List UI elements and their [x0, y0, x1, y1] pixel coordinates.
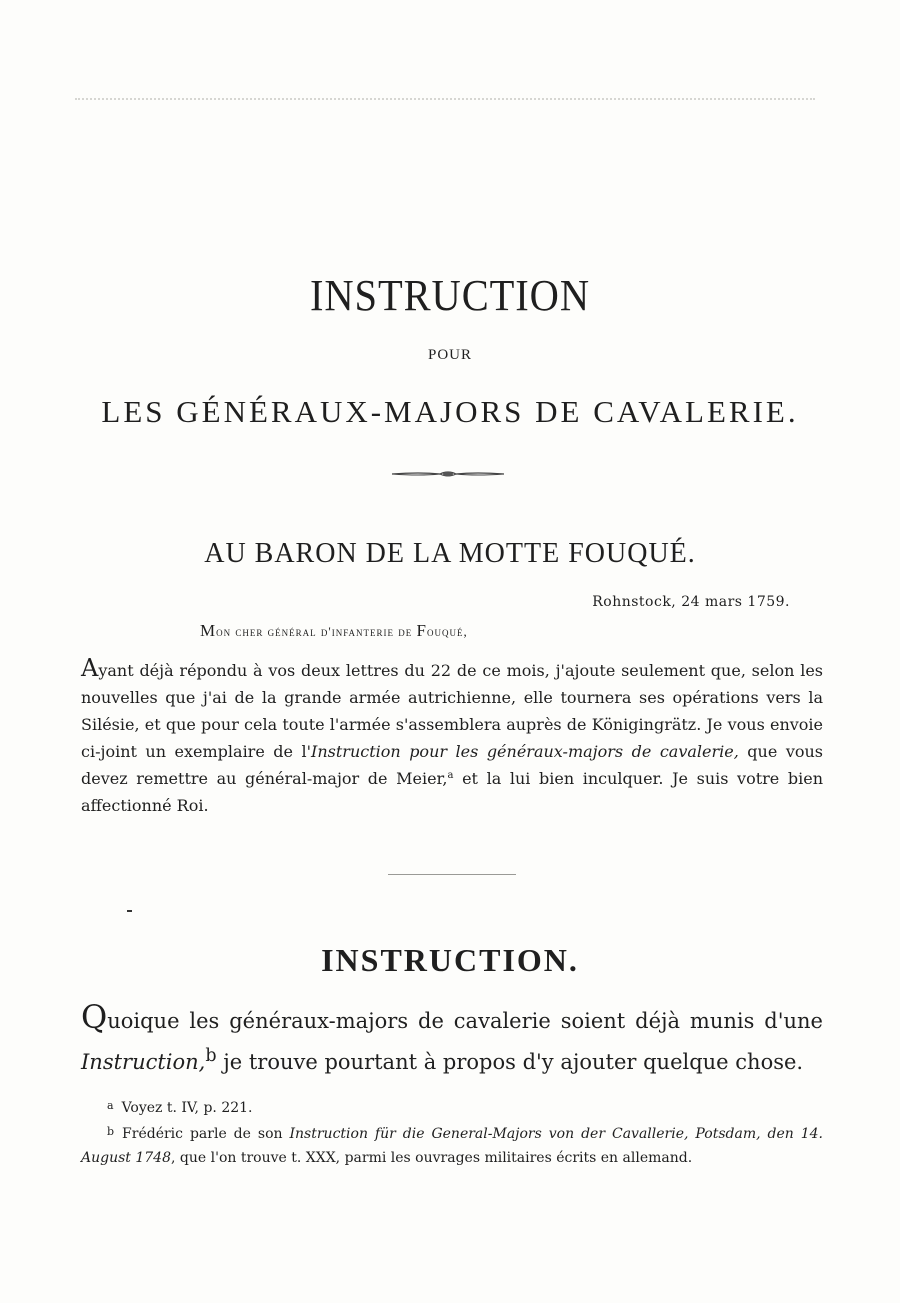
letter-dateline: Rohnstock, 24 mars 1759. [592, 594, 790, 610]
footnote-ref-a[interactable]: a [447, 770, 454, 781]
letter-text-part2: que vous devez remettre au général-major de Meier, [81, 742, 824, 788]
top-dotted-rule [75, 98, 815, 100]
salutation-name-initial: F [416, 621, 428, 640]
instruction-line1-text: uoique les généraux-majors de cavalerie soient déjà munis d'une [107, 1009, 823, 1033]
letter-heading: AU BARON DE LA MOTTE FOUQUÉ. [204, 538, 696, 569]
salutation-text: on cher général d'infanterie de [216, 624, 417, 639]
footnote-b-italic: Instruction für die General-Majors von der Cavallerie, Potsdam, den 14. August 1748 [81, 1126, 823, 1166]
footnotes [81, 1094, 823, 1170]
footnote-a [81, 1094, 823, 1120]
footnote-a-mark: a [107, 1099, 114, 1112]
letter-text-part1: yant déjà répondu à vos deux lettres du 22 de ce mois, j'ajoute seulement que, selon les nouvelles que j'ai de la grande armée autrichienne, elle tournera ses opérations vers la Silésie, et que pour cela toute l'armée s'assemblera auprès de Königingrätz. Je vous envoie ci-joint un exemplaire de l' [81, 661, 823, 761]
footnote-b-text2: , que l'on trouve t. XXX, parmi les ouvrages militaires écrits en allemand. [171, 1150, 693, 1166]
letter-body [81, 655, 823, 819]
title-connector: POUR [427, 347, 472, 363]
letter-text-part3: et la lui bien inculquer. Je suis votre bien affectionné Roi. [81, 769, 823, 815]
instruction-line2-italic: Instruction, [81, 1050, 206, 1074]
page-subtitle: LES GÉNÉRAUX-MAJORS DE CAVALERIE. [101, 394, 799, 429]
instruction-line2-text: je trouve pourtant à propos d'y ajouter quelque chose. [216, 1050, 804, 1074]
letter-drop-initial: A [81, 654, 99, 682]
footnote-b [81, 1120, 823, 1170]
instruction-line-2 [81, 1039, 823, 1079]
instruction-line-1 [81, 1000, 823, 1038]
salutation-initial: M [200, 621, 217, 640]
letter-text-italic: Instruction pour les généraux-majors de cavalerie, [311, 742, 739, 761]
stray-ink-mark [127, 910, 132, 912]
page-title: INSTRUCTION [310, 271, 590, 320]
letter-salutation [200, 621, 800, 641]
footnote-ref-b[interactable]: b [205, 1046, 217, 1066]
instruction-heading: INSTRUCTION. [321, 942, 579, 978]
footnote-a-text: Voyez t. IV, p. 221. [121, 1100, 253, 1116]
footnote-b-mark: b [107, 1125, 115, 1138]
instruction-drop-initial: Q [81, 998, 108, 1036]
footnote-b-text1: Frédéric parle de son [122, 1126, 290, 1142]
section-divider [388, 874, 516, 875]
ornament-divider [390, 466, 506, 482]
salutation-name: ouqué, [427, 624, 468, 639]
